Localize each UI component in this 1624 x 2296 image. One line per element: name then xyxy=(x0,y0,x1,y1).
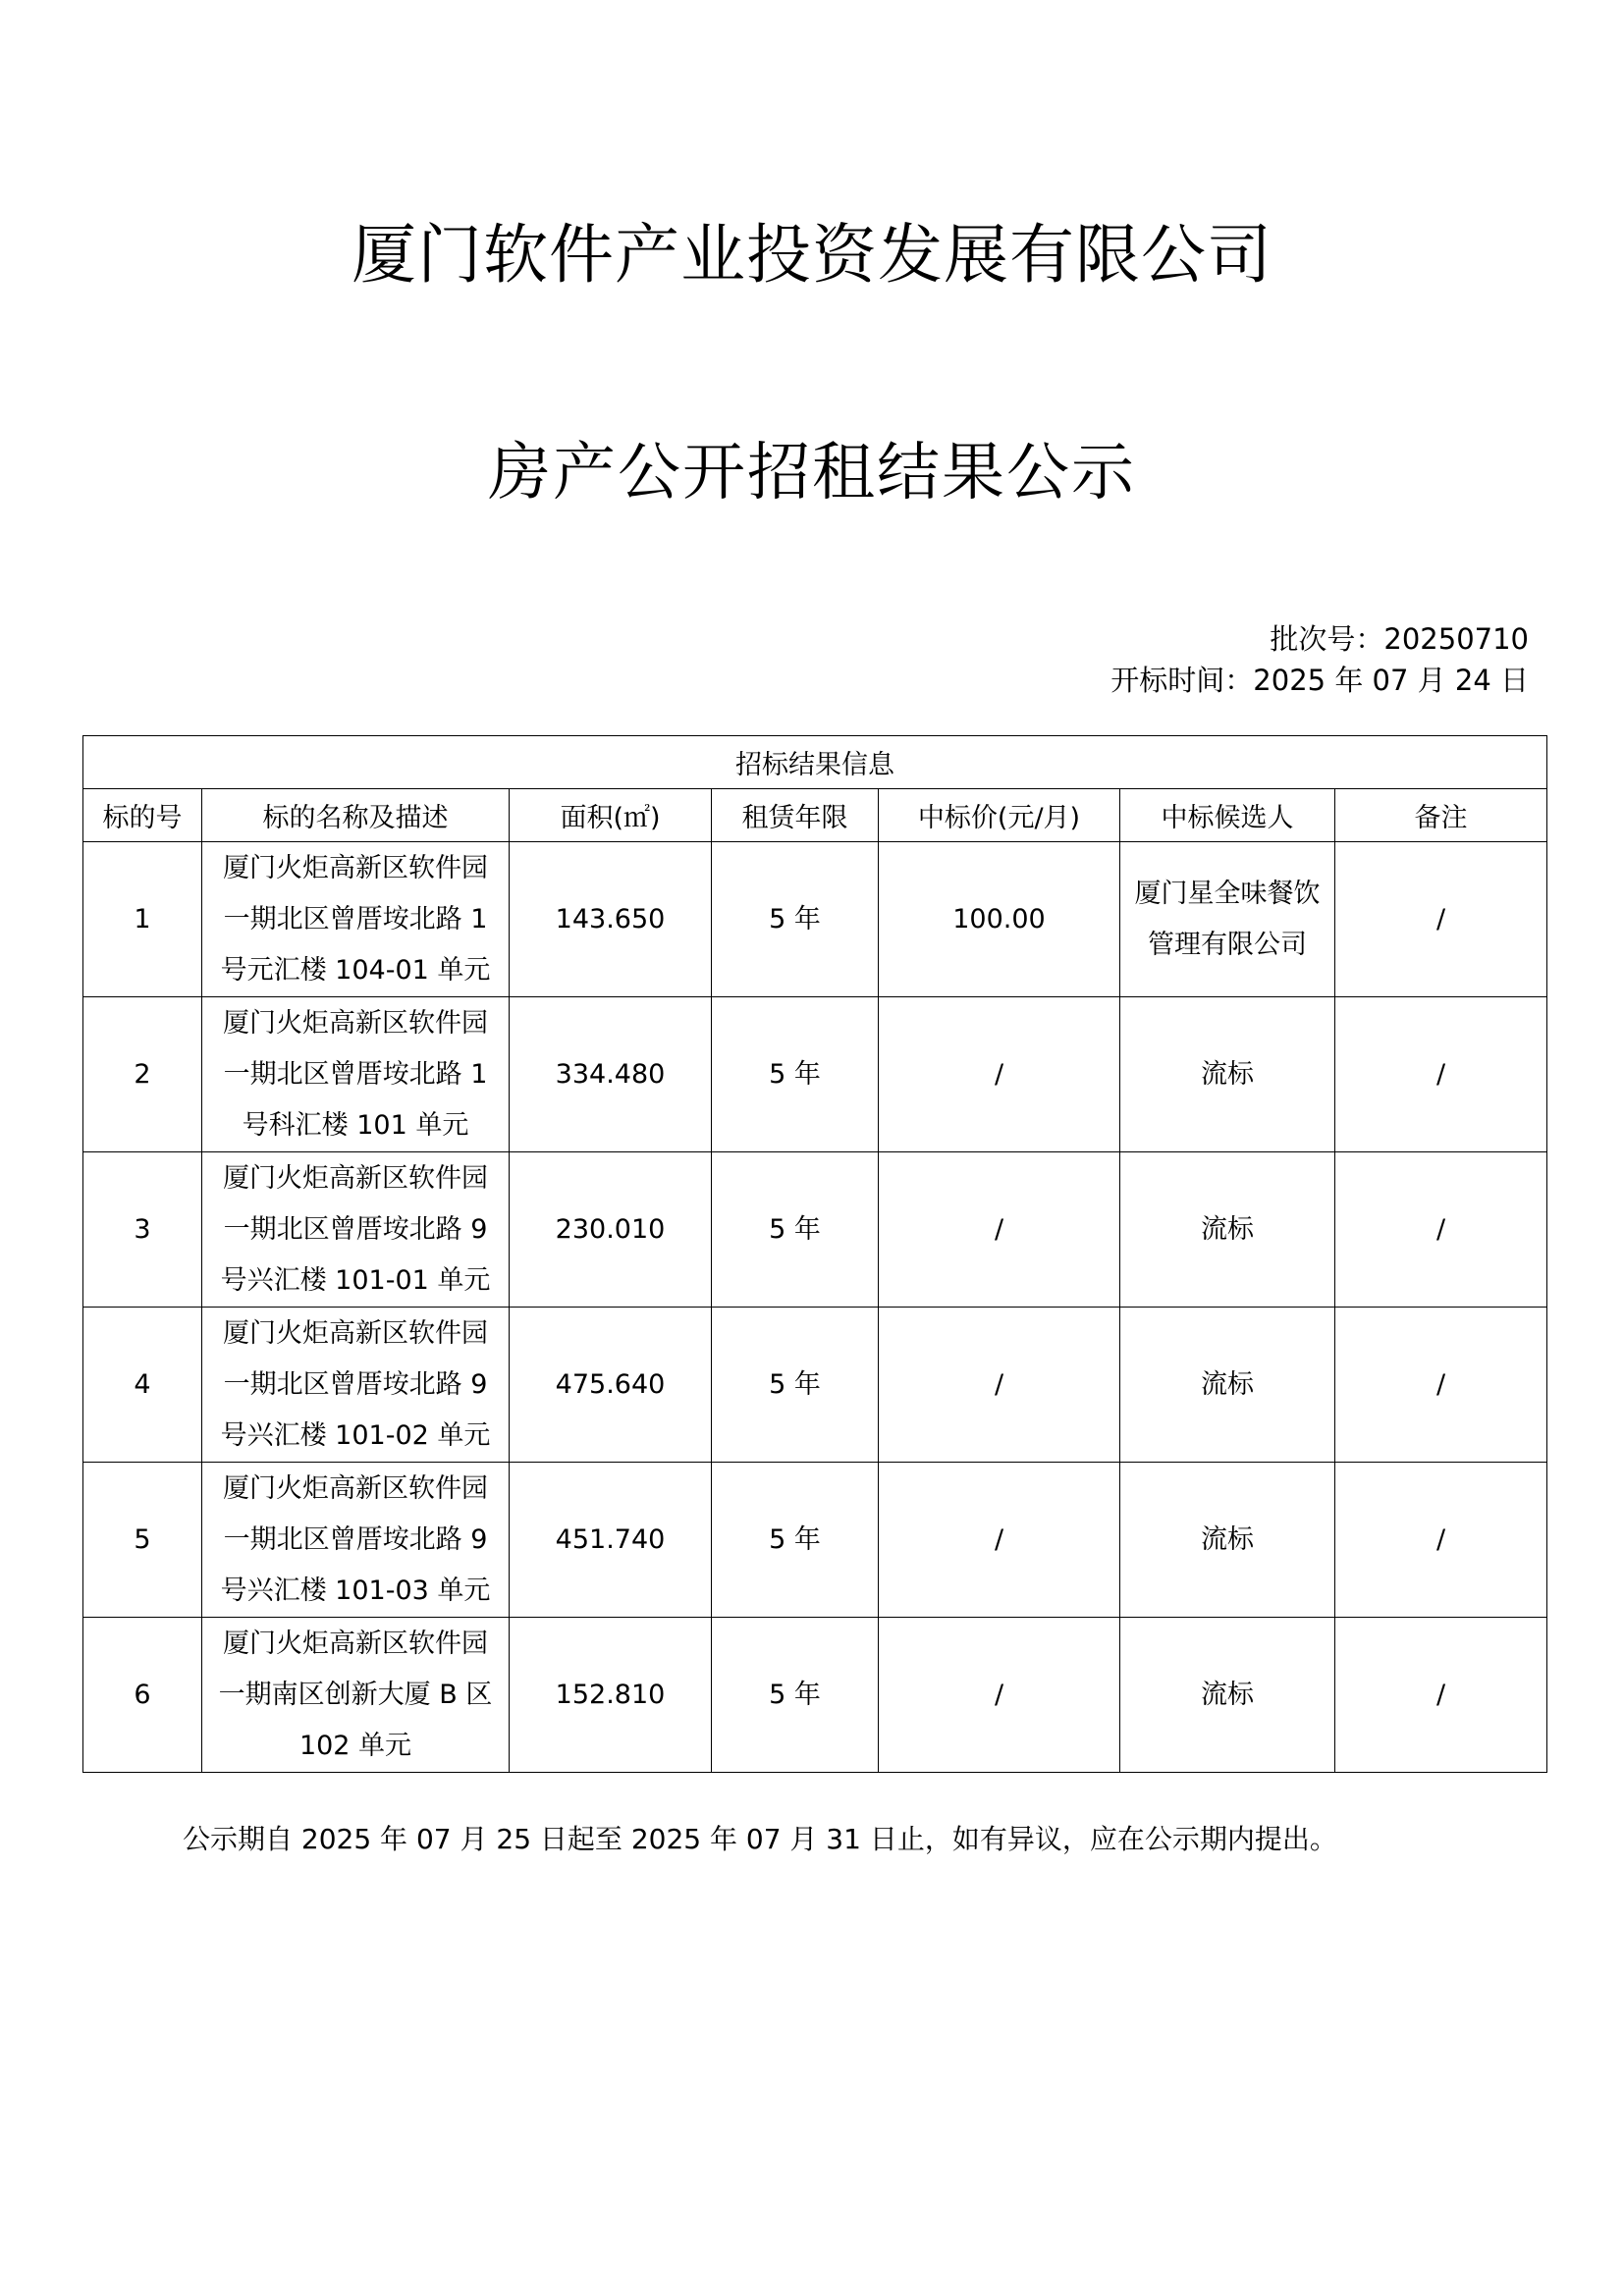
cell-winning-bidder: 厦门星全味餐饮管理有限公司 xyxy=(1120,842,1335,997)
batch-number: 批次号：20250710 xyxy=(1270,622,1529,656)
cell-remarks: / xyxy=(1335,1308,1547,1463)
cell-remarks: / xyxy=(1335,1618,1547,1773)
cell-winning-price: / xyxy=(879,997,1120,1152)
column-header-description: 标的名称及描述 xyxy=(202,789,510,842)
cell-lot-no: 4 xyxy=(83,1308,202,1463)
column-header-lot-no: 标的号 xyxy=(83,789,202,842)
cell-remarks: / xyxy=(1335,842,1547,997)
column-header-lease-term: 租赁年限 xyxy=(712,789,879,842)
cell-winning-bidder: 流标 xyxy=(1120,1618,1335,1773)
cell-description: 厦门火炬高新区软件园一期北区曾厝垵北路 9 号兴汇楼 101-02 单元 xyxy=(202,1308,510,1463)
cell-description: 厦门火炬高新区软件园一期北区曾厝垵北路 9 号兴汇楼 101-03 单元 xyxy=(202,1463,510,1618)
cell-description: 厦门火炬高新区软件园一期北区曾厝垵北路 9 号兴汇楼 101-01 单元 xyxy=(202,1152,510,1308)
cell-area: 230.010 xyxy=(510,1152,712,1308)
cell-lot-no: 1 xyxy=(83,842,202,997)
column-header-area: 面积(㎡) xyxy=(510,789,712,842)
cell-description: 厦门火炬高新区软件园一期北区曾厝垵北路 1 号科汇楼 101 单元 xyxy=(202,997,510,1152)
cell-area: 152.810 xyxy=(510,1618,712,1773)
cell-remarks: / xyxy=(1335,997,1547,1152)
table-caption: 招标结果信息 xyxy=(83,736,1547,789)
publicity-period-note: 公示期自 2025 年 07 月 25 日起至 2025 年 07 月 31 日止，如有异议，应在公示期内提出。 xyxy=(183,1823,1337,1855)
column-header-winning-bidder: 中标候选人 xyxy=(1120,789,1335,842)
cell-lease-term: 5 年 xyxy=(712,1152,879,1308)
cell-winning-price: / xyxy=(879,1308,1120,1463)
cell-description: 厦门火炬高新区软件园一期南区创新大厦 B 区 102 单元 xyxy=(202,1618,510,1773)
table-header-row xyxy=(83,789,1547,842)
cell-winning-bidder: 流标 xyxy=(1120,1463,1335,1618)
table-caption-row xyxy=(83,736,1547,789)
table-row xyxy=(83,1618,1547,1773)
cell-area: 334.480 xyxy=(510,997,712,1152)
results-table xyxy=(82,735,1547,1773)
cell-remarks: / xyxy=(1335,1152,1547,1308)
cell-winning-bidder: 流标 xyxy=(1120,1152,1335,1308)
cell-winning-price: / xyxy=(879,1618,1120,1773)
cell-lease-term: 5 年 xyxy=(712,1618,879,1773)
cell-winning-price: 100.00 xyxy=(879,842,1120,997)
table-row xyxy=(83,1463,1547,1618)
table-row xyxy=(83,842,1547,997)
table-row xyxy=(83,1152,1547,1308)
company-title: 厦门软件产业投资发展有限公司 xyxy=(352,217,1272,293)
cell-lease-term: 5 年 xyxy=(712,1308,879,1463)
cell-description: 厦门火炬高新区软件园一期北区曾厝垵北路 1 号元汇楼 104-01 单元 xyxy=(202,842,510,997)
table-row xyxy=(83,1308,1547,1463)
cell-lot-no: 5 xyxy=(83,1463,202,1618)
cell-winning-bidder: 流标 xyxy=(1120,997,1335,1152)
cell-winning-price: / xyxy=(879,1152,1120,1308)
cell-lease-term: 5 年 xyxy=(712,1463,879,1618)
table-row xyxy=(83,997,1547,1152)
column-header-remarks: 备注 xyxy=(1335,789,1547,842)
cell-lease-term: 5 年 xyxy=(712,842,879,997)
cell-area: 475.640 xyxy=(510,1308,712,1463)
cell-lease-term: 5 年 xyxy=(712,997,879,1152)
cell-winning-price: / xyxy=(879,1463,1120,1618)
cell-lot-no: 3 xyxy=(83,1152,202,1308)
cell-lot-no: 2 xyxy=(83,997,202,1152)
column-header-winning-price: 中标价(元/月) xyxy=(879,789,1120,842)
cell-area: 451.740 xyxy=(510,1463,712,1618)
cell-lot-no: 6 xyxy=(83,1618,202,1773)
document-title: 房产公开招租结果公示 xyxy=(488,437,1136,509)
cell-winning-bidder: 流标 xyxy=(1120,1308,1335,1463)
cell-remarks: / xyxy=(1335,1463,1547,1618)
bid-opening-time: 开标时间：2025 年 07 月 24 日 xyxy=(1110,664,1529,697)
cell-area: 143.650 xyxy=(510,842,712,997)
